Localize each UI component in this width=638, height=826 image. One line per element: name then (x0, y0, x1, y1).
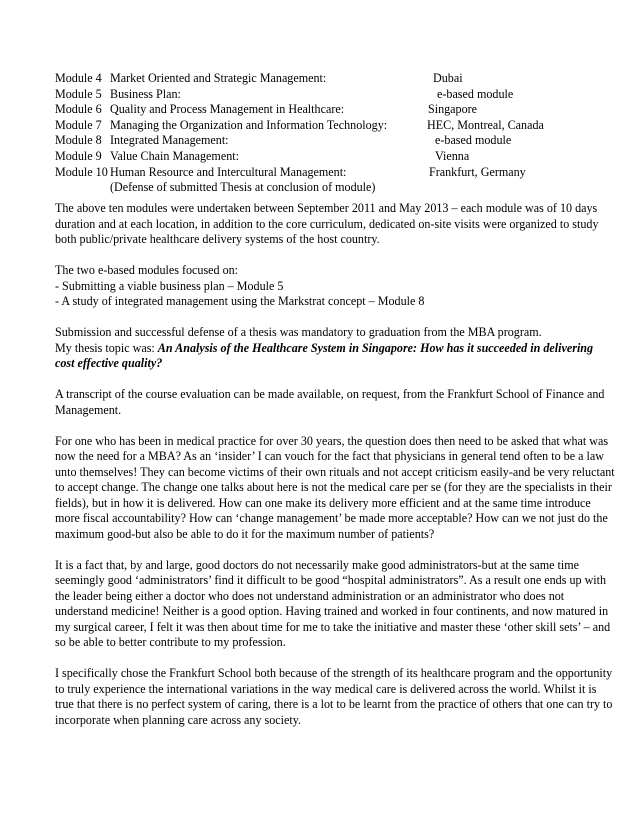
module-number: Module 10 (55, 164, 108, 179)
paragraph-thesis (55, 325, 615, 372)
module-location: e-based module (437, 86, 514, 101)
paragraph-medical-practice: For one who has been in medical practice for over 30 years, the question does then need to be asked that what was now the need for a MBA? As an ‘insider’ I can vouch for the fact that physicians in general tend often to be a law unto themselves! They can become victims of their own rituals and not accept criticism easily-and be very reluctant to accept change. The change one talks about here is not the medical care per se (for they are the specialists in their fields), but in how it is delivered. How can one make its delivery more efficient and at the same time introduce more fiscal accountability? How can ‘change management’ be made more acceptable? How can we not just do the maximum good-but also be able to do it for the maximum number of patients? (55, 433, 615, 541)
module-number: Module 4 (55, 71, 102, 85)
module-list (55, 71, 615, 196)
module-location: Singapore (428, 102, 478, 117)
module-row (55, 149, 615, 165)
module-row (55, 71, 615, 87)
module-row (55, 165, 615, 181)
paragraph-transcript: A transcript of the course evaluation can be made available, on request, from the Frankfurt School of Finance and Management. (55, 387, 605, 417)
thesis-requirement: Submission and successful defense of a thesis was mandatory to graduation from the MBA program. (55, 325, 542, 339)
module-location: Frankfurt, Germany (429, 164, 526, 179)
paragraph-frankfurt-school: I specifically chose the Frankfurt School both because of the strength of its healthcare program and the opportunity to truly experience the international variations in the way medical care is delivered across the world. Whilst it is true that there is no perfect system of caring, there is a lot to be learnt from the practice of others that one can try to incorporate when planning care across any society. (55, 666, 613, 727)
module-location: e-based module (435, 133, 512, 148)
ebased-list-item: - A study of integrated management using the Markstrat concept – Module 8 (55, 294, 425, 308)
module-row (55, 180, 615, 196)
module-title: Value Chain Management: (110, 148, 239, 163)
module-location: Dubai (433, 71, 463, 85)
module-title: Human Resource and Intercultural Management: (110, 164, 347, 179)
paragraph-administrators: It is a fact that, by and large, good doctors do not necessarily make good administrators-but at the same time seemingly good ‘administrators’ find it difficult to be good “hospital administrators”. As a result one ends up with the leader being either a doctor who does not understand administration or an administrator who does not understand medicine! Neither is a good option. Having trained and worked in four continents, and now matured in my surgical career, I felt it was then about time for me to take the initiative and master these ‘other skill sets’ – and so be able to better contribute to my profession. (55, 557, 611, 649)
module-row (55, 118, 615, 134)
module-title: Quality and Process Management in Healthcare: (110, 102, 345, 117)
paragraph-modules-summary: The above ten modules were undertaken between September 2011 and May 2013 – each module was of 10 days duration and at each location, in addition to the core curriculum, dedicated on-site visits were organized to study both public/private healthcare delivery systems of the host country. (55, 201, 599, 246)
module-number: Module 7 (55, 117, 102, 132)
module-number: Module 6 (55, 102, 102, 117)
thesis-prefix: My thesis topic was: (55, 340, 158, 355)
document-body (55, 201, 615, 744)
module-number: Module 8 (55, 133, 102, 148)
ebased-intro: The two e-based modules focused on: (55, 263, 239, 277)
module-number: Module 5 (55, 86, 102, 101)
module-location: Vienna (435, 148, 470, 163)
thesis-title: An Analysis of the Healthcare System in Singapore: How has it succeeded in delivering cost effective quality? (55, 340, 594, 370)
module-row (55, 87, 615, 103)
module-title: Managing the Organization and Information Technology: (110, 117, 388, 132)
module-title: Integrated Management: (110, 133, 229, 148)
module-number: Module 9 (55, 148, 102, 163)
module-title: Business Plan: (110, 86, 181, 101)
module-location: HEC, Montreal, Canada (427, 117, 544, 132)
ebased-list-item: - Submitting a viable business plan – Module 5 (55, 278, 284, 293)
module-title: (Defense of submitted Thesis at conclusion of module) (110, 180, 376, 195)
module-row (55, 133, 615, 149)
module-title: Market Oriented and Strategic Management: (110, 71, 327, 85)
module-row (55, 102, 615, 118)
